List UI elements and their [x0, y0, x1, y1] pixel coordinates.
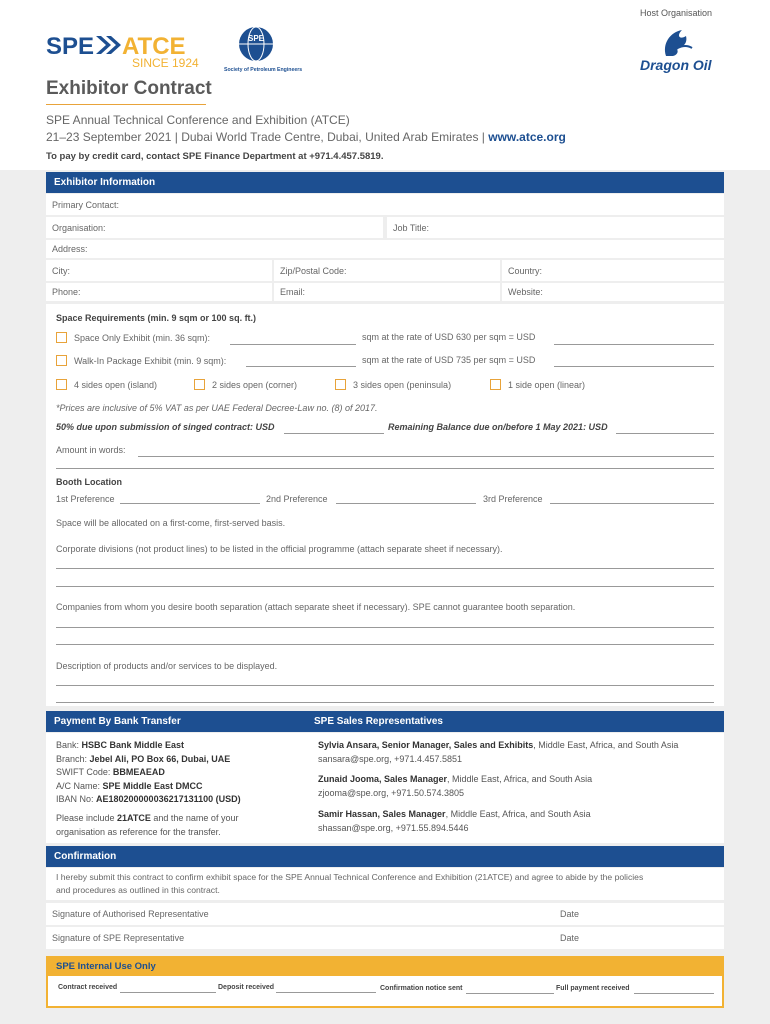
spe-signature-label: Signature of SPE Representative — [52, 933, 185, 943]
sales-rep-contact[interactable]: shassan@spe.org, +971.55.894.5446 — [318, 822, 469, 833]
walk-in-sqm-line[interactable] — [246, 366, 356, 367]
society-badge-text: SPE — [247, 34, 265, 43]
host-organisation-label: Host Organisation — [640, 8, 713, 18]
spe-logo-text: SPE — [46, 33, 95, 60]
island-checkbox[interactable] — [56, 379, 67, 390]
pref2-line[interactable] — [336, 503, 476, 504]
separation-line-2[interactable] — [56, 644, 714, 645]
balance-amount-line[interactable] — [616, 433, 714, 434]
branch-value: Jebel Ali, PO Box 66, Dubai, UAE — [89, 753, 231, 764]
space-only-rate: sqm at the rate of USD 630 per sqm = USD — [362, 332, 536, 342]
account-name: SPE Middle East DMCC — [102, 780, 203, 791]
atce-link[interactable]: www.atce.org — [488, 130, 566, 144]
contract-received-line[interactable] — [120, 992, 216, 993]
walk-in-rate: sqm at the rate of USD 735 per sqm = USD — [362, 355, 536, 365]
space-only-total-line[interactable] — [554, 344, 714, 345]
deposit-amount-line[interactable] — [284, 433, 384, 434]
event-dates: 21–23 September 2021 | Dubai World Trade Centre, Dubai, United Arab Emirates | www.atce.org — [46, 130, 566, 144]
page-title: Exhibitor Contract — [46, 78, 212, 99]
space-requirements-heading: Space Requirements (min. 9 sqm or 100 sq. ft.) — [56, 313, 257, 323]
side-option-label: 3 sides open (peninsula) — [353, 380, 452, 390]
city-field[interactable]: City: — [46, 260, 272, 281]
spe-atce-logo — [46, 30, 216, 70]
dragon-oil-logo — [636, 26, 720, 74]
side-option-label: 4 sides open (island) — [74, 380, 158, 390]
space-only-label: Space Only Exhibit (min. 36 sqm): — [74, 333, 211, 343]
phone-field[interactable]: Phone: — [46, 283, 272, 301]
email-field[interactable]: Email: — [274, 283, 500, 301]
peninsula-checkbox[interactable] — [335, 379, 346, 390]
pref1-label: 1st Preference — [56, 494, 115, 504]
full-payment-line[interactable] — [634, 993, 714, 994]
bank-reference-note: Please include 21ATCE and the name of your organisation as reference for the transfer. — [56, 813, 239, 837]
spe-date-label: Date — [560, 933, 580, 943]
internal-field-label: Deposit received — [218, 984, 275, 991]
deposit-received-line[interactable] — [276, 992, 376, 993]
deposit-label: 50% due upon submission of singed contract: USD — [56, 422, 275, 432]
internal-field-label: Contract received — [58, 984, 118, 991]
iban-value: AE180200000036217131100 (USD) — [96, 794, 241, 804]
separation-label: Companies from whom you desire booth separation (attach separate sheet if necessary). SPE cannot guarantee booth separation. — [56, 602, 576, 612]
description-line-1[interactable] — [56, 685, 714, 686]
auth-signature-label: Signature of Authorised Representative — [52, 909, 209, 919]
divisions-line-1[interactable] — [56, 568, 714, 569]
sales-rep-2: Zunaid Jooma, Sales Manager, Middle East, Africa, and South Asia zjooma@spe.org, +971.50.574.3805 — [318, 773, 592, 800]
walk-in-checkbox[interactable] — [56, 355, 67, 366]
amount-words-label: Amount in words: — [56, 445, 126, 455]
auth-date-label: Date — [560, 909, 580, 919]
space-only-checkbox[interactable] — [56, 332, 67, 343]
swift-value: BBMEAEAD — [112, 767, 165, 777]
spe-society-logo — [224, 26, 314, 74]
booth-location-heading: Booth Location — [56, 477, 122, 487]
amount-words-line[interactable] — [138, 456, 714, 457]
corner-checkbox[interactable] — [194, 379, 205, 390]
bank-details: Bank: HSBC Bank Middle East Branch: Jebel Ali, PO Box 66, Dubai, UAE SWIFT Code: BBMEAEAD A/C Name: SPE Middle East DMCC IBAN No: AE180200000036217131100 (USD) — [56, 740, 241, 804]
walk-in-total-line[interactable] — [554, 366, 714, 367]
bank-reps-heading-bar — [46, 711, 724, 732]
sales-reps-heading: SPE Sales Representatives — [314, 716, 443, 727]
side-option-label: 1 side open (linear) — [508, 380, 586, 390]
bank-transfer-heading: Payment By Bank Transfer — [54, 716, 181, 727]
internal-field-label: Full payment received — [556, 985, 630, 992]
amount-words-line-2[interactable] — [56, 468, 714, 469]
zip-field[interactable]: Zip/Postal Code: — [274, 260, 500, 281]
sales-rep-contact[interactable]: zjooma@spe.org, +971.50.574.3805 — [318, 787, 464, 798]
confirmation-text-1: I hereby submit this contract to confirm exhibit space for the SPE Annual Technical Conference and Exhibition (21ATCE) and agree to abide by the policies — [56, 872, 644, 882]
spe-signature-row[interactable] — [46, 927, 724, 949]
confirmation-notice-line[interactable] — [466, 993, 554, 994]
bank-name: HSBC Bank Middle East — [81, 740, 185, 750]
address-field[interactable]: Address: — [46, 240, 724, 258]
event-subtitle: SPE Annual Technical Conference and Exhibition (ATCE) — [46, 113, 350, 127]
space-only-sqm-line[interactable] — [230, 344, 356, 345]
side-option-label: 2 sides open (corner) — [212, 380, 298, 390]
sales-rep-contact[interactable]: sansara@spe.org, +971.4.457.5851 — [318, 753, 462, 764]
vat-note: *Prices are inclusive of 5% VAT as per UAE Federal Decree-Law no. (8) of 2017. — [56, 403, 378, 413]
description-line-2[interactable] — [56, 702, 714, 703]
divisions-label: Corporate divisions (not product lines) to be listed in the official programme (attach separate sheet if necessary). — [56, 544, 503, 554]
since-text: SINCE 1924 — [132, 56, 199, 70]
pref3-label: 3rd Preference — [483, 494, 543, 504]
exhibitor-info-heading: Exhibitor Information — [46, 172, 724, 193]
divisions-line-2[interactable] — [56, 586, 714, 587]
primary-contact-field[interactable]: Primary Contact: — [46, 194, 724, 215]
title-underline — [46, 104, 206, 105]
confirmation-text-2: and procedures as outlined in this contract. — [56, 885, 220, 895]
dragon-oil-text: Dragon Oil — [640, 57, 712, 73]
linear-checkbox[interactable] — [490, 379, 501, 390]
pref1-line[interactable] — [120, 503, 260, 504]
society-text: Society of Petroleum Engineers — [224, 67, 303, 73]
auth-signature-row[interactable] — [46, 903, 724, 925]
balance-label: Remaining Balance due on/before 1 May 2021: USD — [388, 422, 608, 432]
sales-rep-3: Samir Hassan, Sales Manager, Middle East, Africa, and South Asia shassan@spe.org, +971.55.894.5446 — [318, 808, 591, 835]
confirmation-heading: Confirmation — [46, 846, 724, 867]
walk-in-label: Walk-In Package Exhibit (min. 9 sqm): — [74, 356, 227, 366]
website-field[interactable]: Website: — [502, 283, 724, 301]
description-label: Description of products and/or services to be displayed. — [56, 661, 278, 671]
separation-line-1[interactable] — [56, 627, 714, 628]
pref3-line[interactable] — [550, 503, 714, 504]
internal-use-heading: SPE Internal Use Only — [46, 956, 724, 976]
job-title-field[interactable]: Job Title: — [387, 217, 724, 238]
sales-rep-1: Sylvia Ansara, Senior Manager, Sales and Exhibits, Middle East, Africa, and South Asia sansara@spe.org, +971.4.457.5851 — [318, 739, 678, 766]
pref2-label: 2nd Preference — [266, 494, 328, 504]
organisation-field[interactable]: Organisation: — [46, 217, 383, 238]
country-field[interactable]: Country: — [502, 260, 724, 281]
atce-logo-text: ATCE — [122, 33, 186, 60]
internal-field-label: Confirmation notice sent — [380, 985, 463, 992]
credit-card-note: To pay by credit card, contact SPE Finance Department at +971.4.457.5819. — [46, 151, 384, 162]
allocation-note: Space will be allocated on a first-come, first-served basis. — [56, 518, 286, 528]
